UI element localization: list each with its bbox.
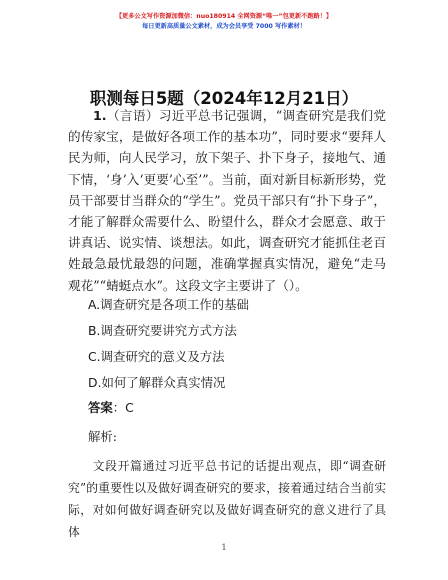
question-text: （言语）习近平总书记强调，“调查研究是我们党的传家宝，是做好各项工作的基本功”，同时要求“要拜人民为师，向人民学习，放下架子、扑下身子，接地气、通下情，‘身’入‘更要’心至’”。当前，面对新目标新形势，党员干部要甘当群众的“学生”。党员干部只有“扑下身子”，才能了解群众需要什么、盼望什么，群众才会愿意、敢于讲真话、说实情、谈想法。如此，调查研究才能抓住老百姓最急最忧最怨的问题，准确掌握真实情况，避免“走马观花”“蜻蜓点水”。这段文字主要讲了（）。 [68, 108, 386, 293]
option-letter: A. [88, 297, 101, 312]
option-d[interactable] [88, 374, 225, 392]
option-letter: D. [88, 375, 102, 390]
analysis-text: 文段开篇通过习近平总书记的话提出观点，即“调查研究”的重要性以及做好调查研究的要求，接着通过结合当前实际，对如何做好调查研究以及做好调查研究的意义进行了具体 [68, 459, 386, 539]
answer-value: C [125, 400, 134, 415]
option-letter: C. [88, 349, 101, 364]
answer-line [88, 399, 134, 417]
option-letter: B. [88, 323, 101, 338]
option-text: 调查研究要讲究方式方法 [100, 323, 237, 338]
option-b[interactable] [88, 322, 237, 340]
option-a[interactable] [88, 296, 249, 314]
analysis-text-block [68, 455, 386, 543]
answer-separator: ： [112, 400, 126, 415]
option-text: 调查研究的意义及方法 [100, 349, 225, 364]
answer-label: 答案 [88, 400, 113, 415]
question-stem [68, 105, 386, 296]
page-title: 职测每日5题（2024年12月21日） [89, 89, 359, 108]
option-text: 如何了解群众真实情况 [101, 375, 226, 390]
page-number: 1 [221, 543, 227, 552]
promo-line-1: 【更多公文写作资源加微信：nuo180914 全网资源“唯一”包更新不跑路！】 [115, 13, 333, 20]
promo-banner [0, 12, 448, 32]
question-number: 1. [93, 108, 107, 123]
analysis-label: 解析: [88, 429, 117, 444]
option-text: 调查研究是各项工作的基础 [100, 297, 249, 312]
option-c[interactable] [88, 348, 225, 366]
promo-line-2: 每日更新高质量公文素材，成为会员享受 7000 写作素材！ [142, 23, 306, 30]
